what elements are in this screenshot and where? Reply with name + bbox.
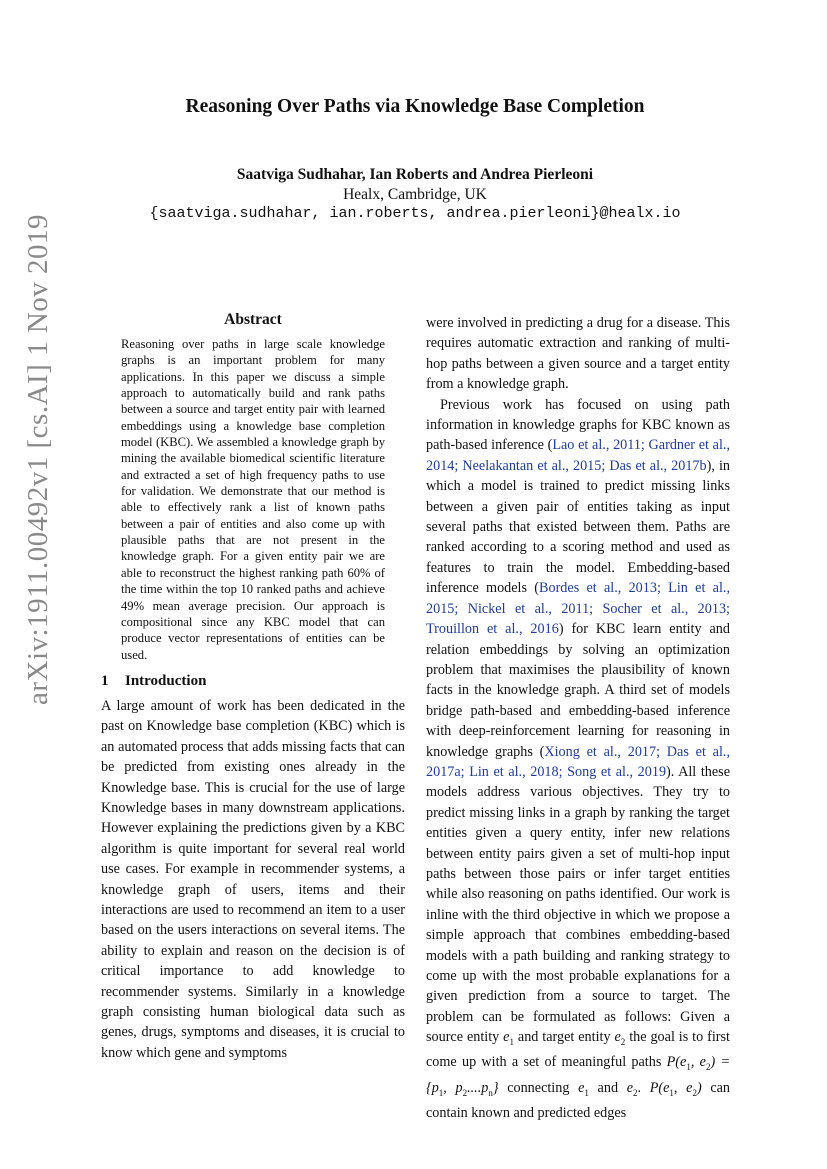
math-e1: $e_1$ (503, 1029, 514, 1048)
math-e2: $e_2$ (614, 1029, 626, 1048)
citation-embedding-based[interactable]: Bordes et al., 2013; Lin et al., 2015; Nickel et al., 2011; Socher et al., 2013; Trouillon et al., 2016 (426, 580, 730, 638)
author-emails: {saatviga.sudhahar, ian.roberts, andrea.pierleoni}@healx.io (149, 205, 681, 222)
section-number: 1 (101, 672, 109, 689)
author-list: Saatviga Sudhahar, Ian Roberts and Andrea Pierleoni (236, 166, 594, 183)
abstract-heading: Abstract (224, 311, 282, 328)
affiliation: Healx, Cambridge, UK (343, 186, 487, 203)
section-title: Introduction (125, 672, 207, 689)
abstract-text: Reasoning over paths in large scale knowledge graphs is an important problem for many applications. In this paper we discuss a simple approach to automatically build and rank paths between a source and target entity pair with learned embeddings using a knowledge base completion model (KBC). We assembled a knowledge graph by mining the available biomedical scientific literature and extracted a set of high frequency paths to use for validation. We demonstrate that our method is able to effectively rank a list of known paths between a pair of entities and also come up with plausible paths that are not present in the knowledge graph. For a given entity pair we are able to reconstruct the highest ranking path 60% of the time within the top 10 ranked paths and achieve 49% mean average precision. Our approach is compositional since any KBC model that can produce vector representations of entities can be used. (121, 337, 385, 662)
left-column (101, 311, 405, 1063)
right-column (426, 313, 730, 1123)
math-path-set: $P(e_1$, $e_2) = \{p_1$, $p_2....p_n$} (426, 1054, 731, 1098)
intro-paragraph-1: A large amount of work has been dedicated in the past on Knowledge base completion (KBC) which is an automated process that adds missing facts that can be predicted from existing ones already in the Knowledge base. This is crucial for the use of large Knowledge bases in many downstream applications. However explaining the predictions given by a KBC algorithm is quite important for several real world use cases. For example in recommender systems, a knowledge graph of users, items and their interactions are used to recommend an item to a user based on the users interactions on several items. The ability to explain and reason on the decision is of critical importance to add knowledge to recommender systems. Similarly in a knowledge graph consisting human biological data such as genes, drugs, symptoms and diseases, it is crucial to know which gene and symptoms (101, 697, 405, 1061)
math-e1-again: $e_1$ (578, 1079, 589, 1098)
intro-paragraph-2: Previous work has focused on using path information in knowledge graphs for KBC known as path-based inference (Lao et al., 2011; Gardner et al., 2014; Neelakantan et al., 2015; Das et al., 2017b), in which a model is trained to predict missing links between a given pair of entities taking as input several paths that existed between them. Paths are ranked according to a scoring method and used as features to train the model. Embedding-based inference models (Bordes et al., 2013; Lin et al., 2015; Nickel et al., 2011; Socher et al., 2013; Trouillon et al., 2016) for KBC learn entity and relation embeddings by solving an optimization problem that maximises the plausibility of known facts in the knowledge graph. A third set of models bridge path-based and embedding-based inference with deep-reinforcement learning for reasoning in knowledge graphs (Xiong et al., 2017; Das et al., 2017a; Lin et al., 2018; Song et al., 2019). All these models address various objectives. They try to predict missing links in a graph by ranking the target entities given a query entity, infer new relations between entity pairs given a set of multi-hop input paths between those pairs or infer target entities while also reasoning on paths identified. Our work is inline with the third objective in which we propose a simple approach that combines embedding-based models with a path building and ranking strategy to come up with the most probable explanations for a given prediction from a source to target. The problem can be formulated as follows: Given a source entity $e_1$ and target entity $e_2$ the goal is to first come up with a set of meaningful paths $P(e_1$, $e_2) = \{p_1$, $p_2....p_n$} connecting $e_1$ and $e_2$. $P(e_1$, $e_2$) can contain known and predicted edges (426, 396, 731, 1121)
paper-title: Reasoning Over Paths via Knowledge Base Completion (185, 96, 645, 117)
math-p-e1-e2: $P(e_1$, $e_2$) (649, 1079, 702, 1098)
intro-paragraph-1-continued: were involved in predicting a drug for a disease. This requires automatic extraction and ranking of multi-hop paths between a given source and a target entity from a knowledge graph. (426, 315, 730, 393)
section-heading-introduction (101, 673, 405, 690)
arxiv-side-stamp: arXiv:1911.00492v1 [cs.AI] 1 Nov 2019 (22, 213, 54, 705)
citation-path-based[interactable]: Lao et al., 2011; Gardner et al., 2014; Neelakantan et al., 2015; Das et al., 2017b (426, 437, 730, 474)
citation-reinforcement[interactable]: Xiong et al., 2017; Das et al., 2017a; Lin et al., 2018; Song et al., 2019 (426, 743, 730, 780)
math-e2-again: $e_2$ (626, 1079, 638, 1098)
